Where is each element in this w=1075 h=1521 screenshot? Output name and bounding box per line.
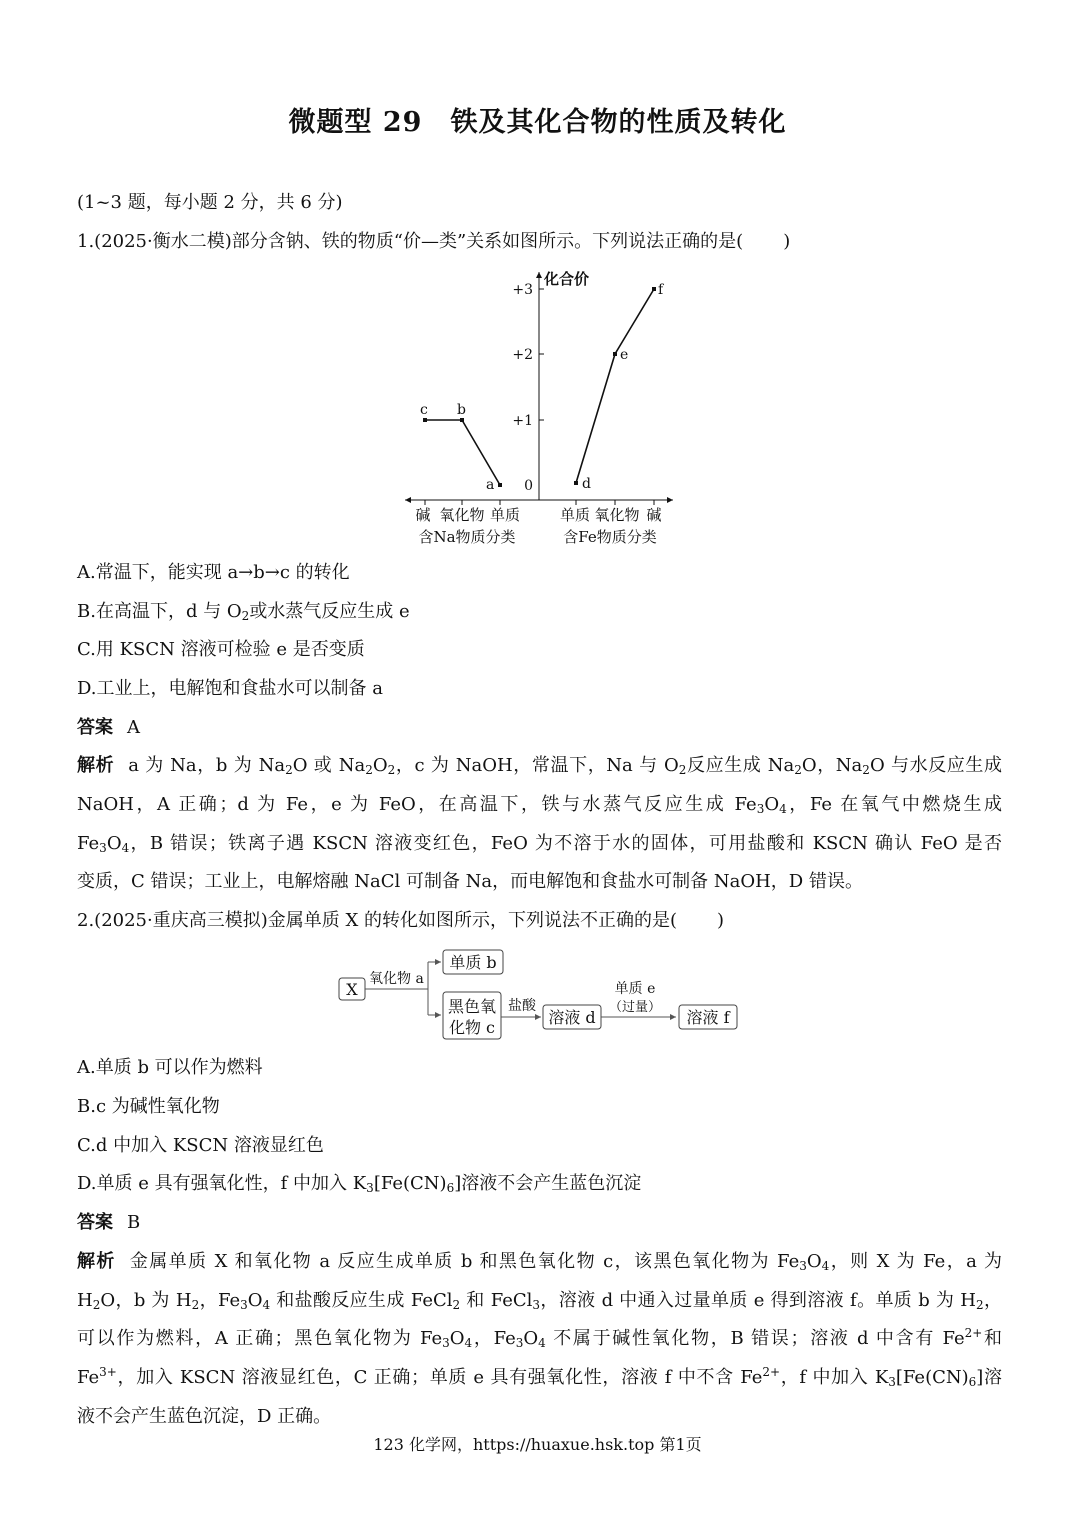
fe-caption: 含Fe物质分类 <box>563 528 657 546</box>
q2-option-c: C.d 中加入 KSCN 溶液显红色 <box>77 1135 324 1156</box>
q1-stem: 1.(2025·衡水二模)部分含钠、铁的物质“价—类”关系如图所示。下列说法正确的是( ) <box>77 231 791 252</box>
label-a: a <box>486 477 495 493</box>
label-f: f <box>658 282 664 298</box>
q2-analysis-line4: $Fe^{3+}$，加入 KSCN 溶液显红色，C 正确；单质 e 具有强氧化性，溶液 f 中不含 $Fe^{2+}$，f 中加入 $K_3[Fe(CN)_6]$溶 <box>77 1365 1002 1389</box>
point-e <box>613 352 617 356</box>
q1-option-a: A.常温下，能实现 a→b→c 的转化 <box>77 562 350 583</box>
na-cat-oxide: 氧化物 <box>439 506 485 524</box>
point-c <box>423 418 427 422</box>
q2-option-a: A.单质 b 可以作为燃料 <box>77 1057 263 1078</box>
y-tick-0 <box>524 478 533 494</box>
q1-analysis-line2: NaOH，A 正确；d 为 Fe，e 为 FeO，在高温下，铁与水蒸气反应生成 $Fe_3O_4$，Fe 在氧气中燃烧生成 <box>77 794 1002 816</box>
q2-stem: 2.(2025·重庆高三模拟)金属单质 X 的转化如图所示，下列说法不正确的是( ) <box>77 910 725 931</box>
svg-text:溶液 d: 溶液 d <box>548 1008 596 1027</box>
na-cat-base: 碱 <box>415 506 431 524</box>
q1-option-b: B.在高温下，d 与 $O_2$或水蒸气反应生成 e <box>77 601 410 623</box>
point-f <box>652 287 656 291</box>
q2-analysis-line2: $H_2O$，b 为 $H_2$，$Fe_3O_4$ 和盐酸反应生成 FeCl$_2$ 和 FeCl$_3$，溶液 d 中通入过量单质 e 得到溶液 f。单质 b 为 $H_2$， <box>77 1290 1003 1312</box>
page-title: 微题型 29 铁及其化合物的性质及转化 <box>288 107 787 138</box>
q2-option-d: D.单质 e 具有强氧化性，f 中加入 $K_3[Fe(CN)_6]$溶液不会产生蓝色沉淀 <box>77 1173 642 1195</box>
label-c: c <box>420 402 428 418</box>
svg-text:+2: +2 <box>512 347 533 363</box>
q2-analysis-line5: 液不会产生蓝色沉淀，D 正确。 <box>77 1406 332 1427</box>
q2-analysis-line1: 解析 金属单质 X 和氧化物 a 反应生成单质 b 和黑色氧化物 c，该黑色氧化物为 $Fe_3O_4$，则 X 为 Fe，a 为 <box>77 1251 1003 1273</box>
q2-option-b: B.c 为碱性氧化物 <box>77 1096 220 1117</box>
label-d: d <box>582 476 591 492</box>
point-b <box>460 418 464 422</box>
q2-analysis-line3: 可以作为燃料，A 正确；黑色氧化物为 $Fe_3O_4$，$Fe_3O_4$ 不属于碱性氧化物，B 错误；溶液 d 中含有 $Fe^{2+}$和 <box>77 1326 1003 1350</box>
na-caption: 含Na物质分类 <box>418 528 516 546</box>
fe-cat-oxide: 氧化物 <box>594 506 640 524</box>
q1-valence-chart <box>395 262 685 552</box>
edge-excess: （过量） <box>608 1000 662 1015</box>
page-footer: 123 化学网，https://huaxue.hsk.top 第1页 <box>373 1435 702 1454</box>
svg-text:溶液 f: 溶液 f <box>686 1008 730 1027</box>
edge-oxide-a: 氧化物 a <box>369 971 424 987</box>
q2-flow-diagram <box>333 945 743 1045</box>
q1-option-d: D.工业上，电解饱和食盐水可以制备 a <box>77 678 383 699</box>
svg-text:X: X <box>346 980 358 999</box>
edge-e: 单质 e <box>614 981 656 997</box>
q1-option-c: C.用 KSCN 溶液可检验 e 是否变质 <box>77 639 365 660</box>
label-e: e <box>620 347 629 363</box>
svg-text:+1: +1 <box>512 413 533 429</box>
point-a <box>498 483 502 487</box>
fe-series-line <box>576 289 654 483</box>
na-cat-element: 单质 <box>489 506 521 524</box>
fe-cat-base: 碱 <box>646 506 662 524</box>
svg-text:0: 0 <box>524 478 533 494</box>
q1-answer: 答案 A <box>77 717 140 738</box>
q1-analysis-line4: 变质，C 错误；工业上，电解熔融 NaCl 可制备 Na，而电解饱和食盐水可制备 NaOH，D 错误。 <box>77 871 863 892</box>
q2-answer: 答案 B <box>77 1212 141 1233</box>
svg-text:黑色氧: 黑色氧 <box>447 997 497 1016</box>
svg-text:+3: +3 <box>512 282 533 298</box>
point-d <box>574 481 578 485</box>
y-axis-label: 化合价 <box>544 270 590 288</box>
q1-analysis-line1: 解析 a 为 Na，b 为 $Na_2O$ 或 $Na_2O_2$，c 为 NaOH，常温下，Na 与 $O_2$反应生成 $Na_2O$，$Na_2O$ 与水反应生成 <box>77 755 1003 777</box>
svg-text:单质 b: 单质 b <box>449 953 497 972</box>
label-b: b <box>457 402 466 418</box>
q1-analysis-line3: $Fe_3O_4$，B 错误；铁离子遇 KSCN 溶液变红色，FeO 为不溶于水的固体，可用盐酸和 KSCN 确认 FeO 是否 <box>77 833 1002 855</box>
svg-text:化物 c: 化物 c <box>448 1018 496 1037</box>
section-intro: (1~3 题，每小题 2 分，共 6 分) <box>77 192 343 213</box>
fe-cat-element: 单质 <box>559 506 591 524</box>
edge-hcl: 盐酸 <box>508 998 536 1014</box>
na-series-line <box>425 420 500 485</box>
